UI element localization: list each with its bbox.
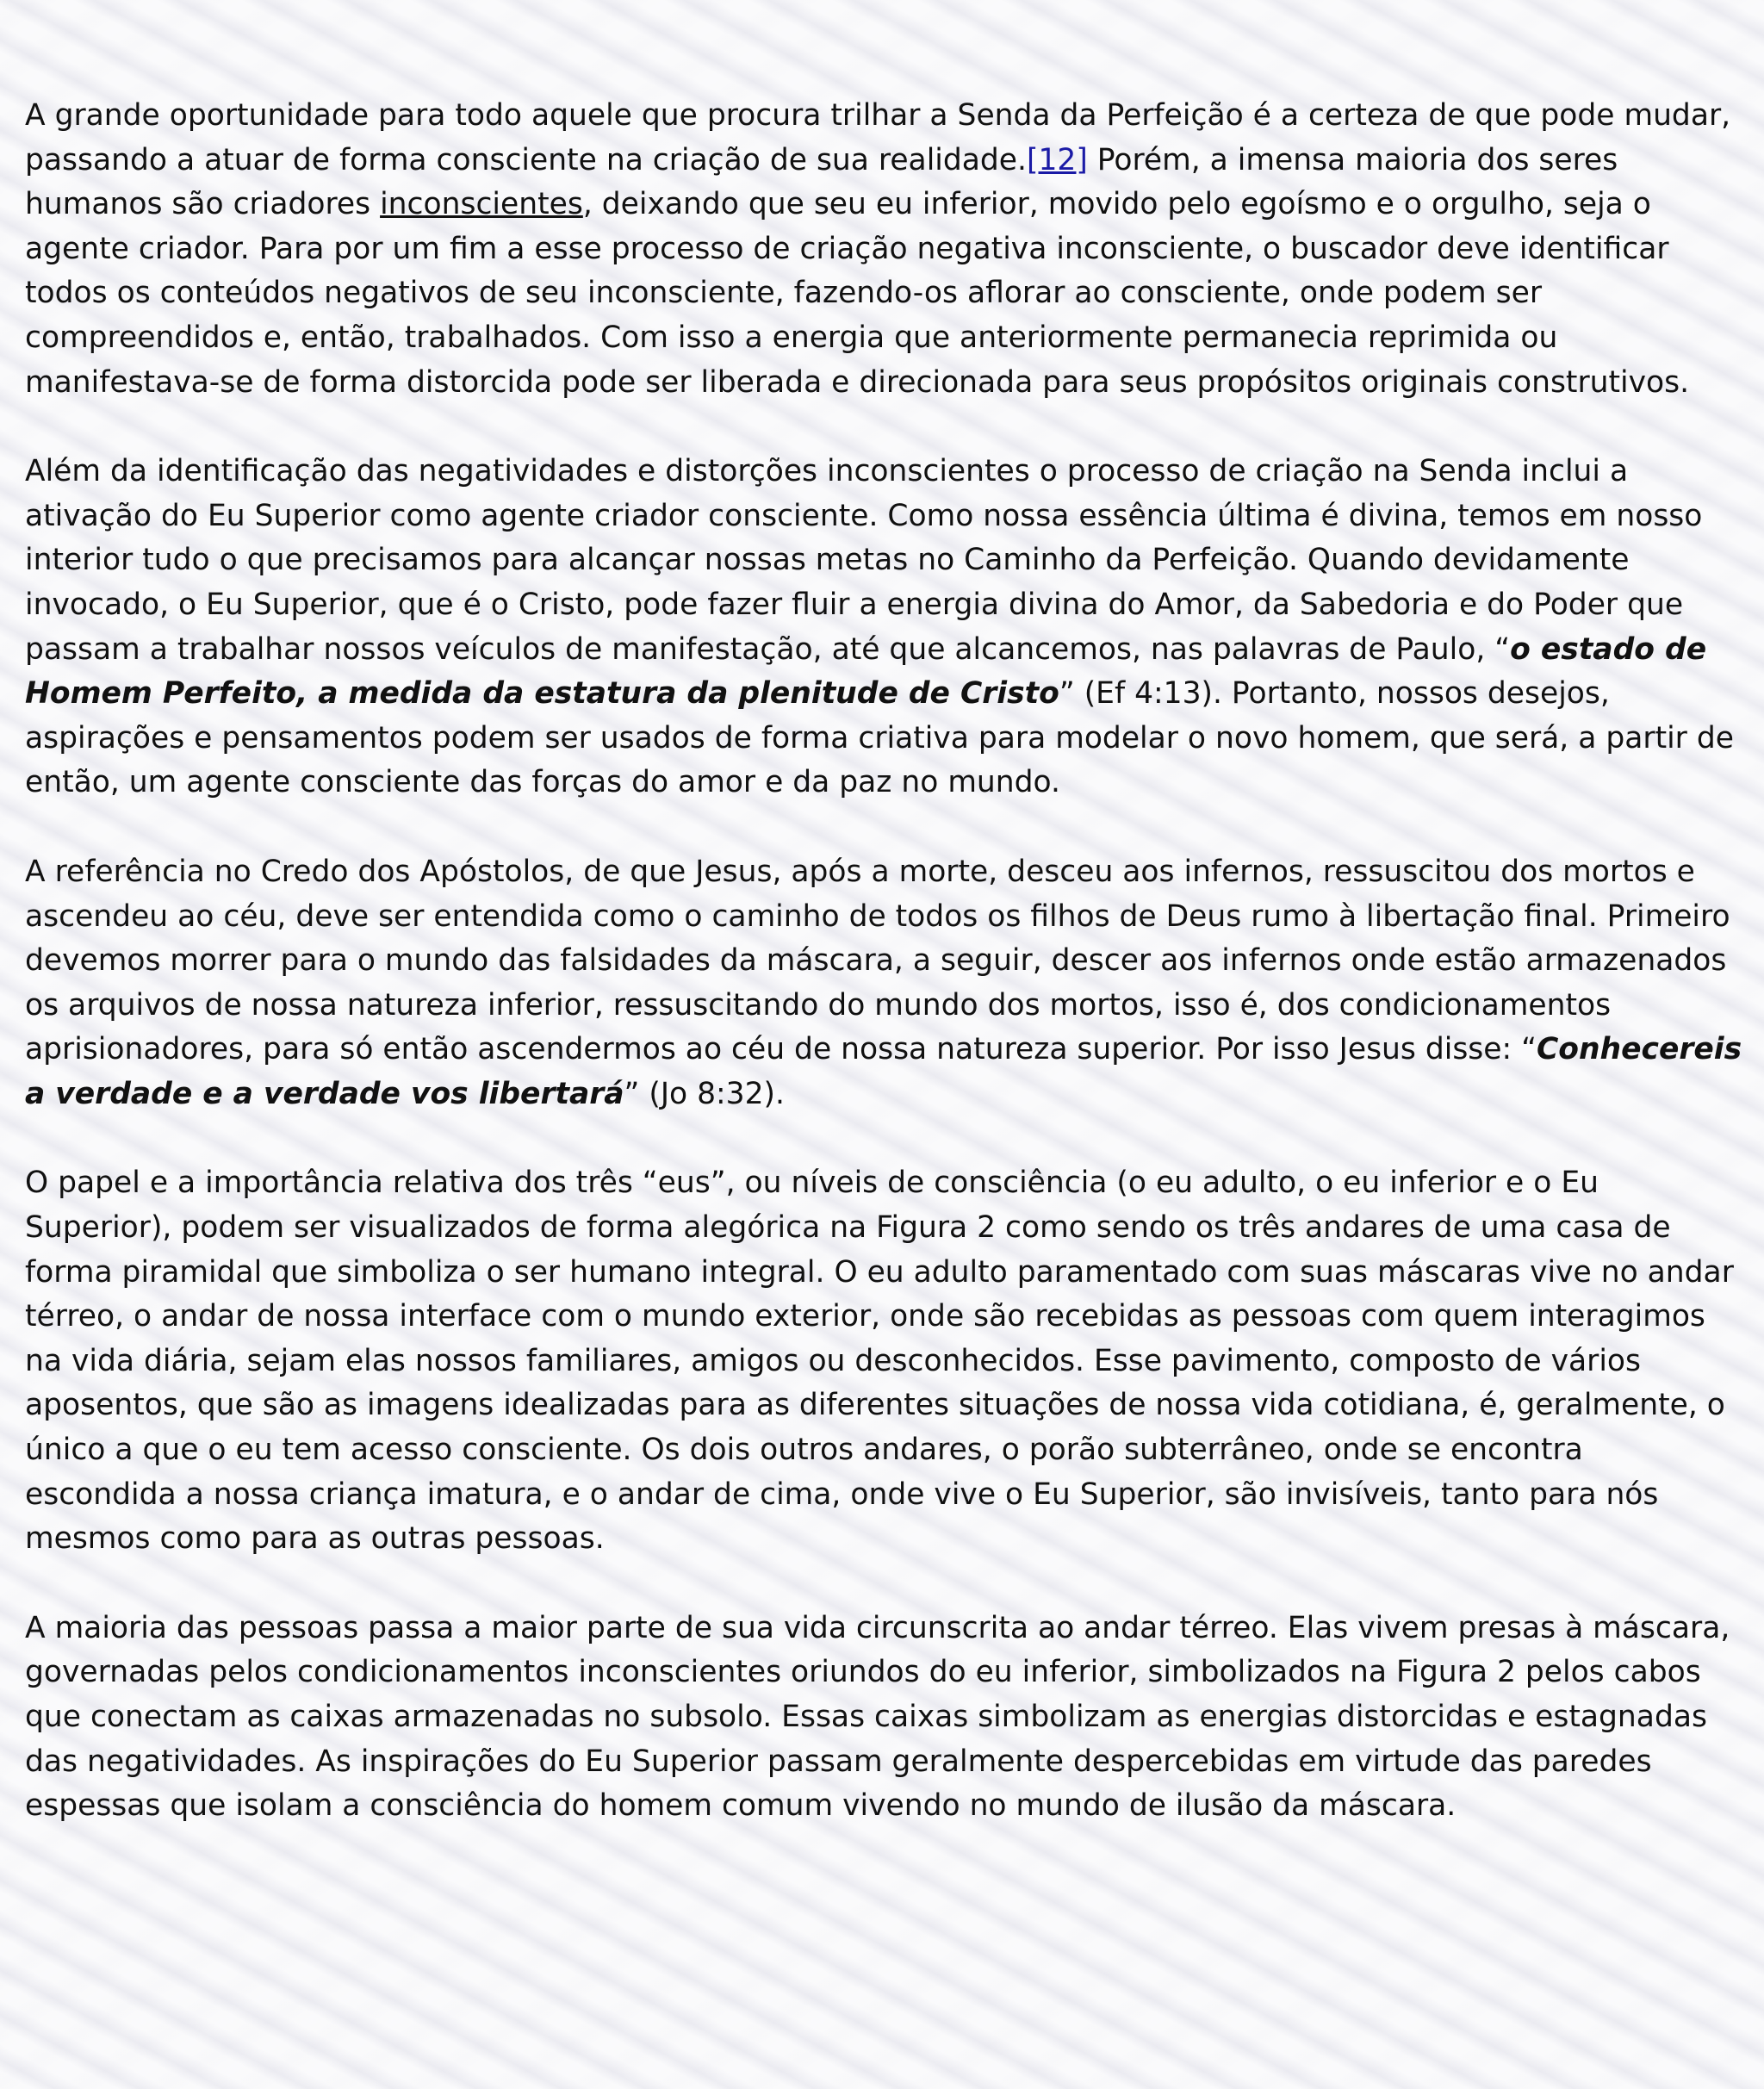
paragraph-2 <box>25 450 1743 805</box>
paragraph-1 <box>25 94 1743 405</box>
quote-ephesians: o estado de Homem Perfeito, a medida da estatura da plenitude de Cristo <box>25 631 1707 712</box>
paragraph-1-text-end: , deixando que seu eu inferior, movido pelo egoísmo e o orgulho, seja o agente criador. Para por um fim a esse processo de criação negativa inconsciente, o buscador deve identificar todos os conteúdos negativos de seu inconsciente, fazendo-os aflorar ao consciente, onde podem ser compreendidos e, então, trabalhados. Com isso a energia que anteriormente permanecia reprimida ou manifestava-se de forma distorcida pode ser liberada e direcionada para seus propósitos originais construtivos. <box>25 187 1690 400</box>
paragraph-4: O papel e a importância relativa dos três “eus”, ou níveis de consciência (o eu adulto, o eu inferior e o Eu Superior), podem ser visualizados de forma alegórica na Figura 2 como sendo os três andares de uma casa de forma piramidal que simboliza o ser humano integral. O eu adulto paramentado com suas máscaras vive no andar térreo, o andar de nossa interface com o mundo exterior, onde são recebidas as pessoas com quem interagimos na vida diária, sejam elas nossos familiares, amigos ou desconhecidos. Esse pavimento, composto de vários aposentos, que são as imagens idealizadas para as diferentes situações de nossa vida cotidiana, é, geralmente, o único a que o eu tem acesso consciente. Os dois outros andares, o porão subterrâneo, onde se encontra escondida a nossa criança imatura, e o andar de cima, onde vive o Eu Superior, são invisíveis, tanto para nós mesmos como para as outras pessoas. <box>25 1166 1734 1557</box>
article-body <box>25 94 1743 1829</box>
paragraph-3-text-end: ” (Jo 8:32). <box>624 1076 785 1111</box>
paragraph-2-text-start: Além da identificação das negatividades e distorções inconscientes o processo de criação na Senda inclui a ativação do Eu Superior como agente criador consciente. Como nossa essência última é divina, temos em nosso interior tudo o que precisamos para alcançar nossas metas no Caminho da Perfeição. Quando devidamente invocado, o Eu Superior, que é o Cristo, pode fazer fluir a energia divina do Amor, da Sabedoria e do Poder que passam a trabalhar nossos veículos de manifestação, até que alcancemos, nas palavras de Paulo, “ <box>25 454 1703 667</box>
paragraph-3 <box>25 850 1743 1117</box>
paragraph-1-text-start: A grande oportunidade para todo aquele que procura trilhar a Senda da Perfeição é a certeza de que pode mudar, passando a atuar de forma consciente na criação de sua realidade. <box>25 98 1731 177</box>
footnote-12-link[interactable]: [12] <box>1027 142 1088 177</box>
paragraph-3-text-start: A referência no Credo dos Apóstolos, de que Jesus, após a morte, desceu aos infernos, ressuscitou dos mortos e ascendeu ao céu, deve ser entendida como o caminho de todos os filhos de Deus rumo à libertação final. Primeiro devemos morrer para o mundo das falsidades da máscara, a seguir, descer aos infernos onde estão armazenados os arquivos de nossa natureza inferior, ressuscitando do mundo dos mortos, isso é, dos condicionamentos aprisionadores, para só então ascendermos ao céu de nossa natureza superior. Por isso Jesus disse: “ <box>25 854 1730 1067</box>
underlined-word-inconscientes: inconscientes <box>380 187 583 222</box>
quote-john: Conhecereis a verdade e a verdade vos libertará <box>25 1032 1742 1111</box>
paragraph-5: A maioria das pessoas passa a maior parte de sua vida circunscrita ao andar térreo. Elas vivem presas à máscara, governadas pelos condicionamentos inconscientes oriundos do eu inferior, simbolizados na Figura 2 pelos cabos que conectam as caixas armazenadas no subsolo. Essas caixas simbolizam as energias distorcidas e estagnadas das negatividades. As inspirações do Eu Superior passam geralmente despercebidas em virtude das paredes espessas que isolam a consciência do homem comum vivendo no mundo de ilusão da máscara. <box>25 1610 1730 1824</box>
paragraph-1-text-middle: Porém, a imensa maioria dos seres humanos são criadores <box>25 142 1618 222</box>
paragraph-2-text-end: ” (Ef 4:13). Portanto, nossos desejos, aspirações e pensamentos podem ser usados de forma criativa para modelar o novo homem, que será, a partir de então, um agente consciente das forças do amor e da paz no mundo. <box>25 676 1734 800</box>
